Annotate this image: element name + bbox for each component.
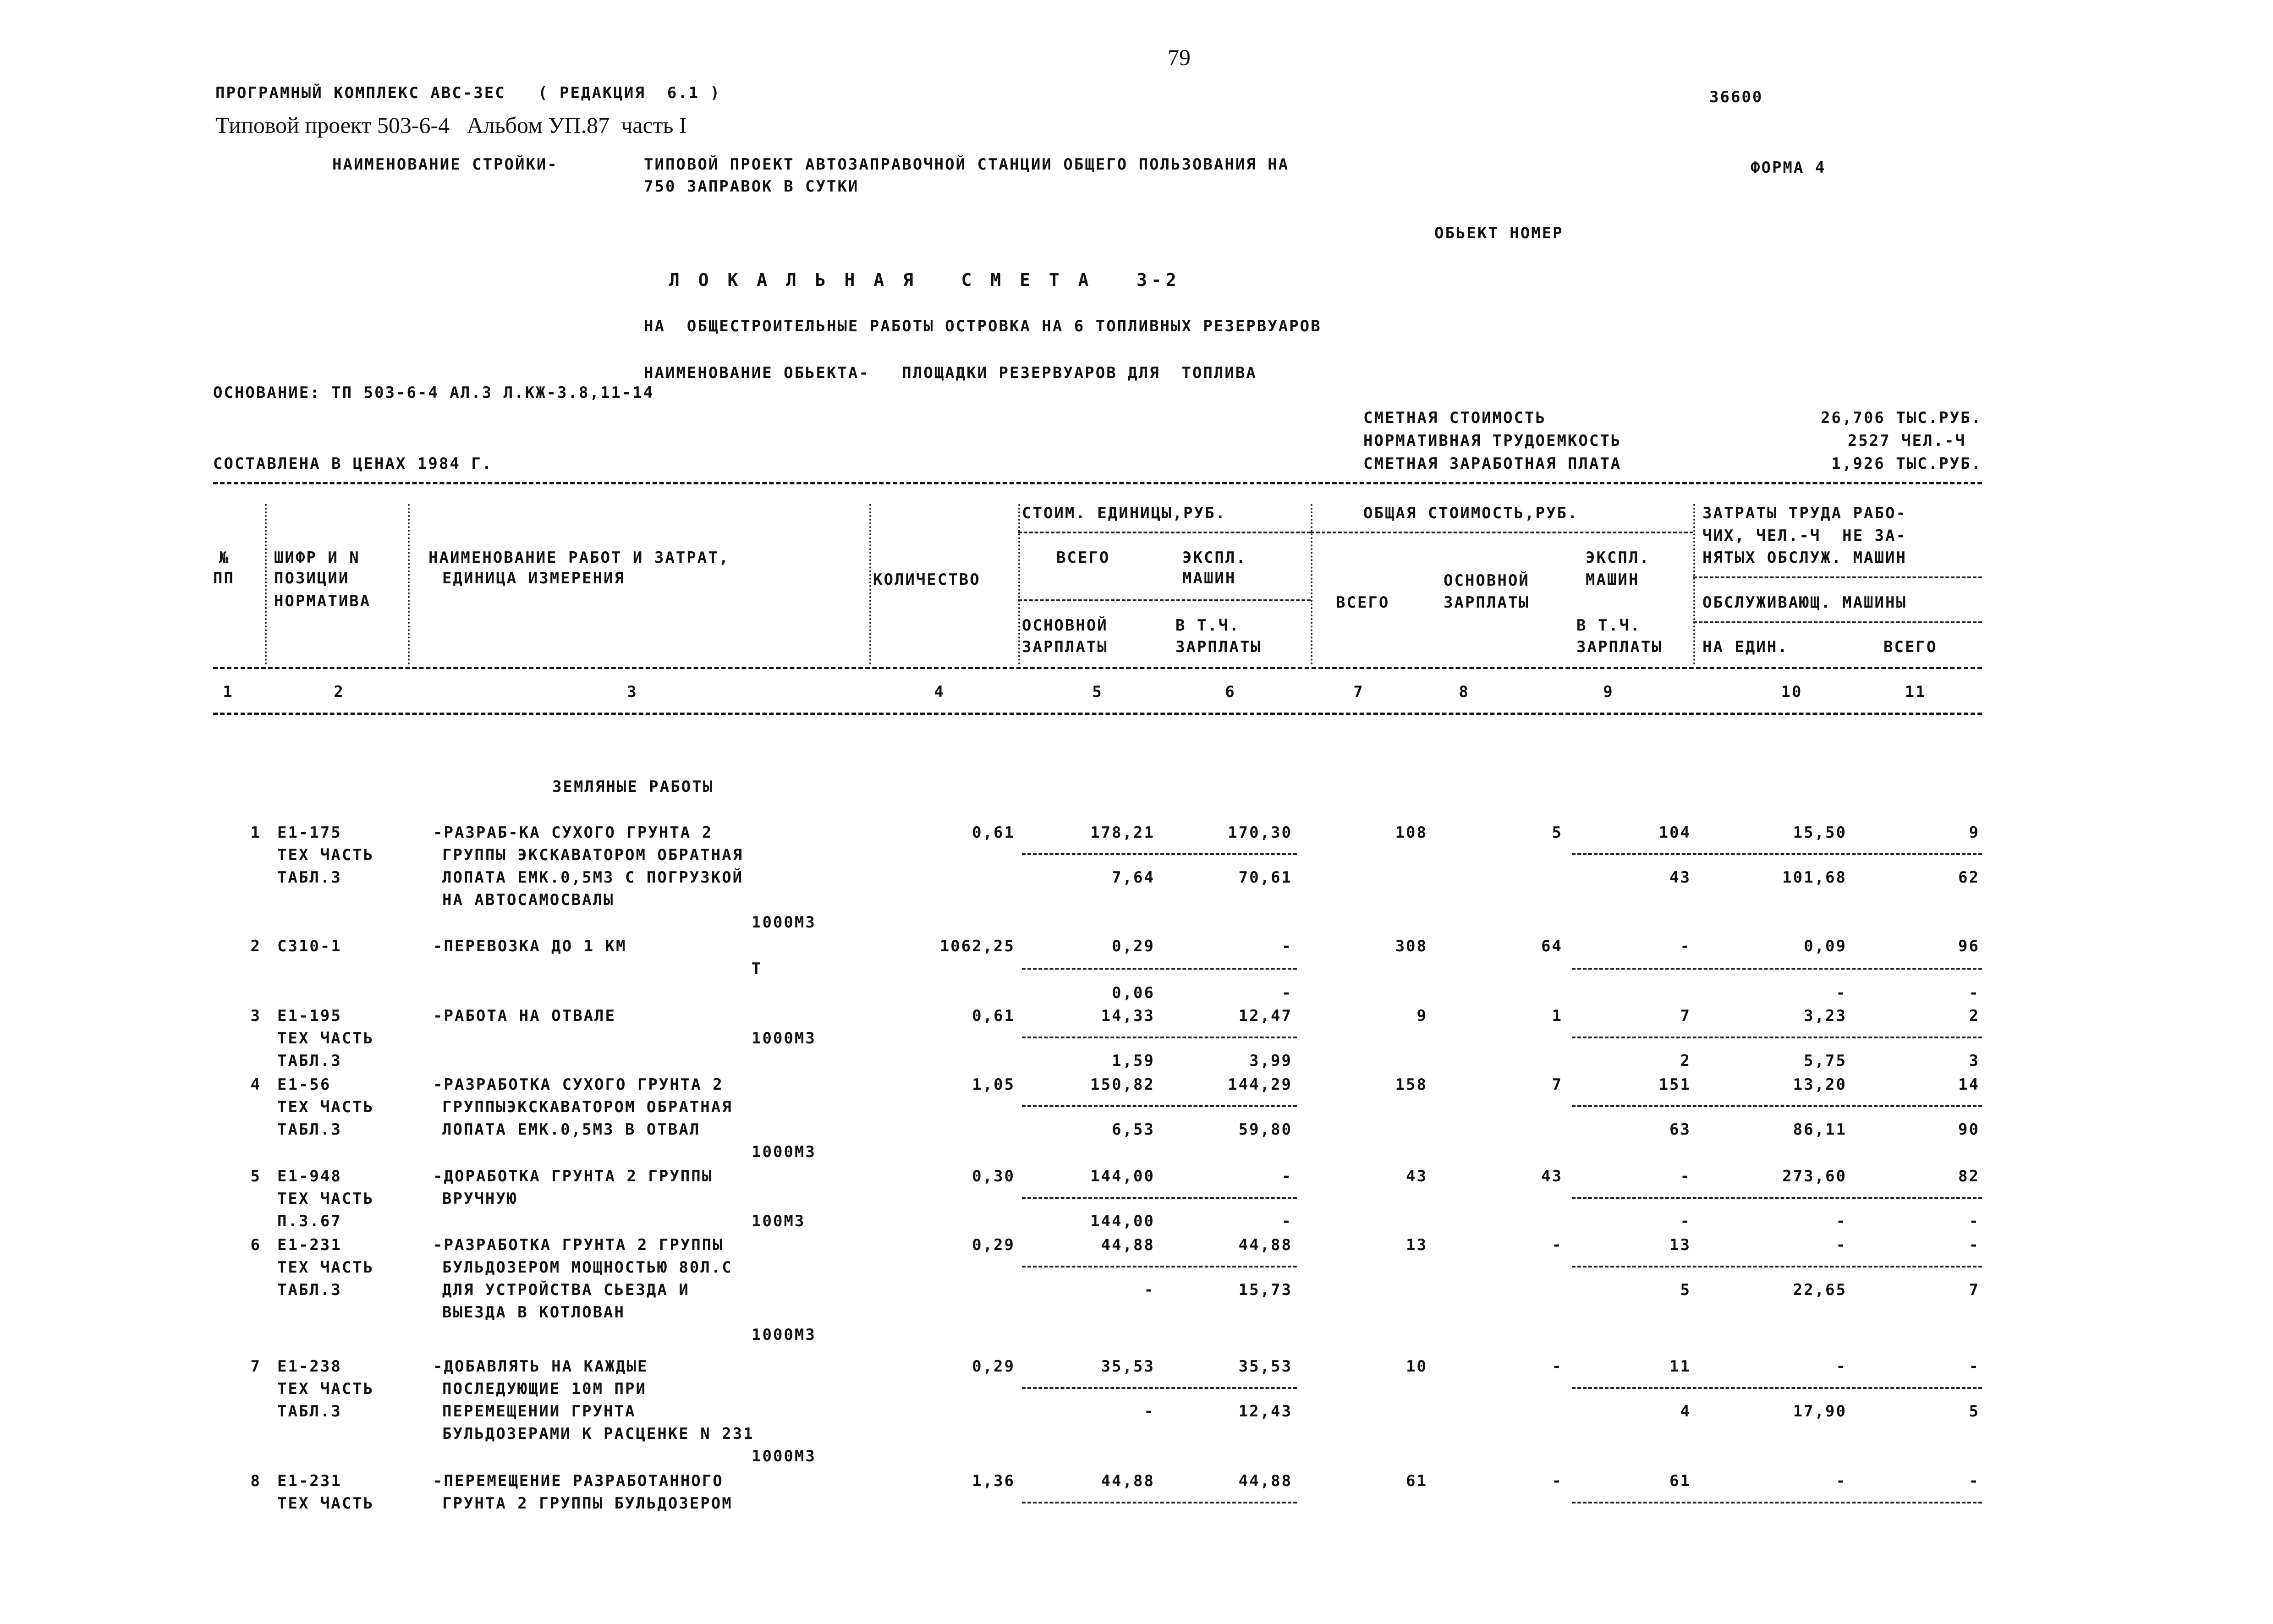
- unit-cost-total: 0,29: [1112, 937, 1155, 955]
- labor-unit: 13,20: [1793, 1075, 1847, 1094]
- unit-cost-machines: 12,47: [1238, 1007, 1292, 1025]
- row-description: ГРУППЫЭКСКАВАТОРОМ ОБРАТНАЯ: [442, 1098, 733, 1116]
- construction-name-label: НАИМЕНОВАНИЕ СТРОЙКИ-: [332, 155, 558, 174]
- header-unit-incl: В Т.Ч.: [1175, 616, 1240, 635]
- total-machine-wages: 5: [1680, 1281, 1691, 1299]
- header-total-machines: ЭКСПЛ.: [1586, 549, 1650, 567]
- header-total-cost: ОБЩАЯ СТОИМОСТЬ,РУБ.: [1363, 504, 1579, 522]
- row-code: ТЕХ ЧАСТЬ: [277, 1494, 374, 1513]
- row-description: -РАЗРАБОТКА ГРУНТА 2 ГРУППЫ: [433, 1236, 724, 1254]
- unit-cost-total: 178,21: [1090, 823, 1155, 842]
- labor-total-service: -: [1969, 1212, 1980, 1230]
- labor-unit-service: 5,75: [1804, 1052, 1847, 1070]
- row-number: 5: [250, 1167, 261, 1185]
- page-number: 79: [1168, 44, 1191, 70]
- header-rule-mid: [213, 667, 1982, 669]
- row-number: 8: [250, 1472, 261, 1490]
- row-code: Е1-195: [277, 1007, 342, 1025]
- row-quantity: 1062,25: [939, 937, 1015, 955]
- row-number: 3: [250, 1007, 261, 1025]
- column-number: 11: [1905, 683, 1927, 701]
- unit-machine-wages: 70,61: [1238, 868, 1292, 887]
- row-code: Е1-238: [277, 1357, 342, 1376]
- header-quantity: КОЛИЧЕСТВО: [873, 571, 981, 589]
- row-description: -ПЕРЕМЕЩЕНИЕ РАЗРАБОТАННОГО: [433, 1472, 724, 1490]
- object-name-line: НАИМЕНОВАНИЕ ОБЬЕКТА- ПЛОЩАДКИ РЕЗЕРВУАРОВ ДЛЯ ТОПЛИВА: [644, 364, 1257, 382]
- unit-cost-total: 35,53: [1101, 1357, 1155, 1376]
- unit-cost-total: 14,33: [1101, 1007, 1155, 1025]
- labor-total-service: 3: [1969, 1052, 1980, 1070]
- header-rule: [1018, 599, 1311, 601]
- row-description: -ДОБАВЛЯТЬ НА КАЖДЫЕ: [433, 1357, 648, 1376]
- header-labor-unit: НА ЕДИН.: [1702, 638, 1789, 656]
- section-title: ЗЕМЛЯНЫЕ РАБОТЫ: [552, 778, 714, 796]
- row-code: С310-1: [277, 937, 342, 955]
- row-code: ТАБЛ.3: [277, 1120, 342, 1139]
- total-wages: 5: [1552, 823, 1563, 842]
- column-number: 2: [334, 683, 345, 701]
- labor-total-service: 5: [1969, 1402, 1980, 1421]
- row-description: -ДОРАБОТКА ГРУНТА 2 ГРУППЫ: [433, 1167, 713, 1185]
- unit-machine-wages: 15,73: [1238, 1281, 1292, 1299]
- document-subtitle: НА ОБЩЕСТРОИТЕЛЬНЫЕ РАБОТЫ ОСТРОВКА НА 6 ТОПЛИВНЫХ РЕЗЕРВУАРОВ: [644, 317, 1322, 335]
- row-subrule: [1022, 1105, 1297, 1107]
- row-code: Е1-175: [277, 823, 342, 842]
- total-cost: 308: [1395, 937, 1427, 955]
- total-cost: 13: [1406, 1236, 1427, 1254]
- row-description: -РАЗРАБ-КА СУХОГО ГРУНТА 2: [433, 823, 713, 842]
- unit-cost-total: 44,88: [1101, 1472, 1155, 1490]
- row-unit: 100М3: [752, 1212, 806, 1230]
- header-unit-total: ВСЕГО: [1056, 549, 1110, 567]
- column-divider: [1693, 504, 1695, 664]
- unit-machine-wages: 59,80: [1238, 1120, 1292, 1139]
- labor-unit: 0,09: [1804, 937, 1847, 955]
- header-work-name: НАИМЕНОВАНИЕ РАБОТ И ЗАТРАТ,: [428, 549, 730, 567]
- row-code: ТЕХ ЧАСТЬ: [277, 1258, 374, 1277]
- column-divider: [408, 504, 410, 664]
- unit-cost-total: 44,88: [1101, 1236, 1155, 1254]
- form-label: ФОРМА 4: [1751, 159, 1826, 177]
- header-rule: [1693, 576, 1982, 578]
- header-labor-total: ВСЕГО: [1883, 638, 1938, 656]
- row-number: 1: [250, 823, 261, 842]
- row-code: ТЕХ ЧАСТЬ: [277, 1098, 374, 1116]
- total-cost: 10: [1406, 1357, 1427, 1376]
- total-cost: 158: [1395, 1075, 1427, 1094]
- row-code: ТЕХ ЧАСТЬ: [277, 1380, 374, 1398]
- row-code: Е1-231: [277, 1236, 342, 1254]
- row-quantity: 0,61: [972, 1007, 1015, 1025]
- prices-line: СОСТАВЛЕНА В ЦЕНАХ 1984 Г.: [213, 455, 493, 473]
- labor-total-service: 90: [1958, 1120, 1980, 1139]
- total-machines: 7: [1680, 1007, 1691, 1025]
- row-number: 4: [250, 1075, 261, 1094]
- unit-cost-machines: 35,53: [1238, 1357, 1292, 1376]
- row-subrule: [1572, 1502, 1982, 1503]
- header-unit-machines: ЭКСПЛ.: [1182, 549, 1247, 567]
- construction-name-line-1: ТИПОВОЙ ПРОЕКТ АВТОЗАПРАВОЧНОЙ СТАНЦИИ ОБЩЕГО ПОЛЬЗОВАНИЯ НА: [644, 155, 1290, 174]
- column-number: 3: [627, 683, 638, 701]
- row-description: -РАЗРАБОТКА СУХОГО ГРУНТА 2: [433, 1075, 724, 1094]
- header-labor-service: ОБСЛУЖИВАЮЩ. МАШИНЫ: [1702, 593, 1907, 612]
- summary-label: НОРМАТИВНАЯ ТРУДОЕМКОСТЬ: [1363, 432, 1622, 450]
- row-subrule: [1572, 1105, 1982, 1107]
- unit-machine-wages: -: [1281, 984, 1292, 1002]
- labor-total: 82: [1958, 1167, 1980, 1185]
- labor-unit-service: -: [1836, 1212, 1847, 1230]
- total-machine-wages: -: [1680, 1212, 1691, 1230]
- row-code: ТЕХ ЧАСТЬ: [277, 1190, 374, 1208]
- column-number: 9: [1603, 683, 1614, 701]
- header-unit-wages: ОСНОВНОЙ: [1022, 616, 1108, 635]
- labor-unit-service: 101,68: [1782, 868, 1847, 887]
- project-line: Типовой проект 503-6-4 Альбом УП.87 часть I: [215, 112, 687, 138]
- basis-line: ОСНОВАНИЕ: ТП 503-6-4 АЛ.3 Л.КЖ-3.8,11-14: [213, 384, 654, 402]
- row-subrule: [1022, 1387, 1297, 1389]
- row-description: НА АВТОСАМОСВАЛЫ: [442, 891, 615, 909]
- labor-total: 14: [1958, 1075, 1980, 1094]
- unit-wages: 0,06: [1112, 984, 1155, 1002]
- column-number: 10: [1781, 683, 1803, 701]
- row-subrule: [1022, 853, 1297, 855]
- labor-unit: -: [1836, 1472, 1847, 1490]
- summary-value: 1,926 ТЫС.РУБ.: [1831, 455, 1982, 473]
- header-unit-incl: ЗАРПЛАТЫ: [1175, 638, 1262, 656]
- labor-unit: -: [1836, 1236, 1847, 1254]
- header-labor: ЗАТРАТЫ ТРУДА РАБО-: [1702, 504, 1907, 522]
- row-description: ЛОПАТА ЕМК.0,5М3 С ПОГРУЗКОЙ: [442, 868, 744, 887]
- unit-cost-total: 144,00: [1090, 1167, 1155, 1185]
- total-machines: -: [1680, 937, 1691, 955]
- header-rule-top: [213, 482, 1982, 484]
- row-code: П.3.67: [277, 1212, 342, 1230]
- labor-unit: 3,23: [1804, 1007, 1847, 1025]
- row-unit: 1000М3: [752, 1029, 816, 1048]
- header-code: НОРМАТИВА: [274, 592, 371, 610]
- document-title: Л О К А Л Ь Н А Я С М Е Т А 3-2: [669, 270, 1180, 290]
- total-machines: 13: [1669, 1236, 1691, 1254]
- summary-label: СМЕТНАЯ ЗАРАБОТНАЯ ПЛАТА: [1363, 455, 1622, 473]
- row-subrule: [1572, 1387, 1982, 1389]
- header-rule: [1311, 532, 1693, 533]
- header-labor: НЯТЫХ ОБСЛУЖ. МАШИН: [1702, 549, 1907, 567]
- labor-total: -: [1969, 1357, 1980, 1376]
- unit-cost-machines: 170,30: [1228, 823, 1292, 842]
- labor-unit-service: -: [1836, 984, 1847, 1002]
- unit-wages: 6,53: [1112, 1120, 1155, 1139]
- header-total-incl: В Т.Ч.: [1576, 616, 1641, 635]
- labor-total: 2: [1969, 1007, 1980, 1025]
- row-subrule: [1572, 1266, 1982, 1267]
- labor-total-service: 7: [1969, 1281, 1980, 1299]
- labor-unit-service: 22,65: [1793, 1281, 1847, 1299]
- header-total-wages: ЗАРПЛАТЫ: [1444, 593, 1530, 612]
- total-machines: 104: [1658, 823, 1691, 842]
- row-subrule: [1572, 853, 1982, 855]
- total-machines: 11: [1669, 1357, 1691, 1376]
- construction-name-line-2: 750 ЗАПРАВОК В СУТКИ: [644, 177, 859, 196]
- total-machine-wages: 4: [1680, 1402, 1691, 1421]
- row-description: ГРУНТА 2 ГРУППЫ БУЛЬДОЗЕРОМ: [442, 1494, 733, 1513]
- total-cost: 43: [1406, 1167, 1427, 1185]
- row-quantity: 1,05: [972, 1075, 1015, 1094]
- total-wages: -: [1552, 1357, 1563, 1376]
- header-rule: [1693, 621, 1982, 623]
- total-wages: 1: [1552, 1007, 1563, 1025]
- unit-cost-machines: -: [1281, 937, 1292, 955]
- unit-cost-machines: 144,29: [1228, 1075, 1292, 1094]
- row-subrule: [1572, 1197, 1982, 1199]
- column-divider: [1018, 504, 1020, 664]
- total-wages: 64: [1541, 937, 1563, 955]
- header-code: ШИФР И N: [274, 549, 360, 567]
- header-number: №: [219, 549, 230, 567]
- row-unit: 1000М3: [752, 1326, 816, 1344]
- row-unit: 1000М3: [752, 1143, 816, 1161]
- header-number: ПП: [213, 569, 235, 587]
- row-unit: 1000М3: [752, 913, 816, 932]
- row-code: ТАБЛ.3: [277, 868, 342, 887]
- header-labor: ЧИХ, ЧЕЛ.-Ч НЕ ЗА-: [1702, 527, 1907, 545]
- row-description: ЛОПАТА ЕМК.0,5М3 В ОТВАЛ: [442, 1120, 701, 1139]
- total-cost: 9: [1417, 1007, 1427, 1025]
- labor-total-service: -: [1969, 984, 1980, 1002]
- row-quantity: 0,61: [972, 823, 1015, 842]
- object-number-label: ОБЬЕКТ НОМЕР: [1434, 224, 1564, 242]
- row-description: ДЛЯ УСТРОЙСТВА СЬЕЗДА И: [442, 1281, 690, 1299]
- row-code: Е1-231: [277, 1472, 342, 1490]
- unit-machine-wages: -: [1281, 1212, 1292, 1230]
- header-work-name: ЕДИНИЦА ИЗМЕРЕНИЯ: [442, 569, 625, 587]
- row-description: -РАБОТА НА ОТВАЛЕ: [433, 1007, 616, 1025]
- total-machine-wages: 2: [1680, 1052, 1691, 1070]
- row-quantity: 0,29: [972, 1236, 1015, 1254]
- column-divider: [869, 504, 871, 664]
- header-total-all: ВСЕГО: [1336, 593, 1390, 612]
- column-number: 1: [223, 683, 234, 701]
- summary-value: 26,706 ТЫС.РУБ.: [1820, 409, 1982, 427]
- row-code: ТАБЛ.3: [277, 1052, 342, 1070]
- unit-wages: -: [1144, 1281, 1155, 1299]
- labor-total: -: [1969, 1236, 1980, 1254]
- row-subrule: [1572, 1037, 1982, 1038]
- total-machine-wages: 63: [1669, 1120, 1691, 1139]
- row-number: 6: [250, 1236, 261, 1254]
- column-number: 8: [1459, 683, 1470, 701]
- labor-total-service: 62: [1958, 868, 1980, 887]
- row-subrule: [1022, 1266, 1297, 1267]
- unit-cost-machines: -: [1281, 1167, 1292, 1185]
- labor-total: 96: [1958, 937, 1980, 955]
- row-description: БУЛЬДОЗЕРОМ МОЩНОСТЬЮ 80Л.С: [442, 1258, 733, 1277]
- header-unit-wages: ЗАРПЛАТЫ: [1022, 638, 1108, 656]
- row-code: Е1-948: [277, 1167, 342, 1185]
- unit-machine-wages: 3,99: [1249, 1052, 1292, 1070]
- document-code: 36600: [1709, 88, 1763, 106]
- unit-cost-machines: 44,88: [1238, 1472, 1292, 1490]
- row-quantity: 1,36: [972, 1472, 1015, 1490]
- row-unit: Т: [752, 960, 763, 978]
- summary-value: 2527 ЧЕЛ.-Ч: [1847, 432, 1966, 450]
- row-description: ГРУППЫ ЭКСКАВАТОРОМ ОБРАТНАЯ: [442, 846, 744, 864]
- unit-wages: -: [1144, 1402, 1155, 1421]
- column-number: 4: [934, 683, 945, 701]
- total-wages: -: [1552, 1472, 1563, 1490]
- total-wages: 43: [1541, 1167, 1563, 1185]
- total-cost: 61: [1406, 1472, 1427, 1490]
- total-cost: 108: [1395, 823, 1427, 842]
- labor-unit: -: [1836, 1357, 1847, 1376]
- column-divider: [265, 504, 267, 664]
- header-total-machines: МАШИН: [1586, 571, 1640, 589]
- row-code: ТЕХ ЧАСТЬ: [277, 1029, 374, 1048]
- row-description: -ПЕРЕВОЗКА ДО 1 КМ: [433, 937, 627, 955]
- header-unit-cost: СТОИМ. ЕДИНИЦЫ,РУБ.: [1022, 504, 1226, 522]
- labor-unit: 273,60: [1782, 1167, 1847, 1185]
- row-code: ТАБЛ.3: [277, 1402, 342, 1421]
- header-rule-bottom: [213, 713, 1982, 715]
- labor-unit-service: 17,90: [1793, 1402, 1847, 1421]
- total-machine-wages: 43: [1669, 868, 1691, 887]
- unit-wages: 144,00: [1090, 1212, 1155, 1230]
- unit-machine-wages: 12,43: [1238, 1402, 1292, 1421]
- row-number: 2: [250, 937, 261, 955]
- row-subrule: [1022, 1037, 1297, 1038]
- row-code: ТАБЛ.3: [277, 1281, 342, 1299]
- row-code: Е1-56: [277, 1075, 331, 1094]
- row-description: ПОСЛЕДУЮЩИЕ 10М ПРИ: [442, 1380, 647, 1398]
- row-description: ПЕРЕМЕЩЕНИИ ГРУНТА: [442, 1402, 636, 1421]
- column-number: 7: [1353, 683, 1364, 701]
- summary-label: СМЕТНАЯ СТОИМОСТЬ: [1363, 409, 1546, 427]
- row-code: ТЕХ ЧАСТЬ: [277, 846, 374, 864]
- labor-total: -: [1969, 1472, 1980, 1490]
- header-total-incl: ЗАРПЛАТЫ: [1576, 638, 1663, 656]
- row-subrule: [1022, 1502, 1297, 1503]
- row-unit: 1000М3: [752, 1447, 816, 1465]
- program-line: ПРОГРАМНЫЙ КОМПЛЕКС АВС-3ЕС ( РЕДАКЦИЯ 6.1 ): [215, 84, 721, 102]
- row-quantity: 0,29: [972, 1357, 1015, 1376]
- column-number: 6: [1225, 683, 1236, 701]
- labor-unit: 15,50: [1793, 823, 1847, 842]
- header-unit-machines: МАШИН: [1182, 569, 1236, 587]
- row-description: БУЛЬДОЗЕРАМИ К РАСЦЕНКЕ N 231: [442, 1425, 754, 1443]
- column-divider: [1311, 504, 1312, 664]
- row-description: ВЫЕЗДА В КОТЛОВАН: [442, 1303, 625, 1322]
- labor-total: 9: [1969, 823, 1980, 842]
- total-machines: 151: [1658, 1075, 1691, 1094]
- total-machines: -: [1680, 1167, 1691, 1185]
- row-subrule: [1022, 968, 1297, 970]
- row-subrule: [1022, 1197, 1297, 1199]
- unit-wages: 7,64: [1112, 868, 1155, 887]
- row-subrule: [1572, 968, 1982, 970]
- header-code: ПОЗИЦИИ: [274, 569, 350, 587]
- unit-cost-total: 150,82: [1090, 1075, 1155, 1094]
- labor-unit-service: 86,11: [1793, 1120, 1847, 1139]
- row-quantity: 0,30: [972, 1167, 1015, 1185]
- row-number: 7: [250, 1357, 261, 1376]
- unit-wages: 1,59: [1112, 1052, 1155, 1070]
- unit-cost-machines: 44,88: [1238, 1236, 1292, 1254]
- header-rule: [1018, 532, 1311, 533]
- column-number: 5: [1092, 683, 1103, 701]
- total-wages: 7: [1552, 1075, 1563, 1094]
- total-wages: -: [1552, 1236, 1563, 1254]
- header-total-wages: ОСНОВНОЙ: [1444, 571, 1530, 590]
- row-description: ВРУЧНУЮ: [442, 1190, 518, 1208]
- total-machines: 61: [1669, 1472, 1691, 1490]
